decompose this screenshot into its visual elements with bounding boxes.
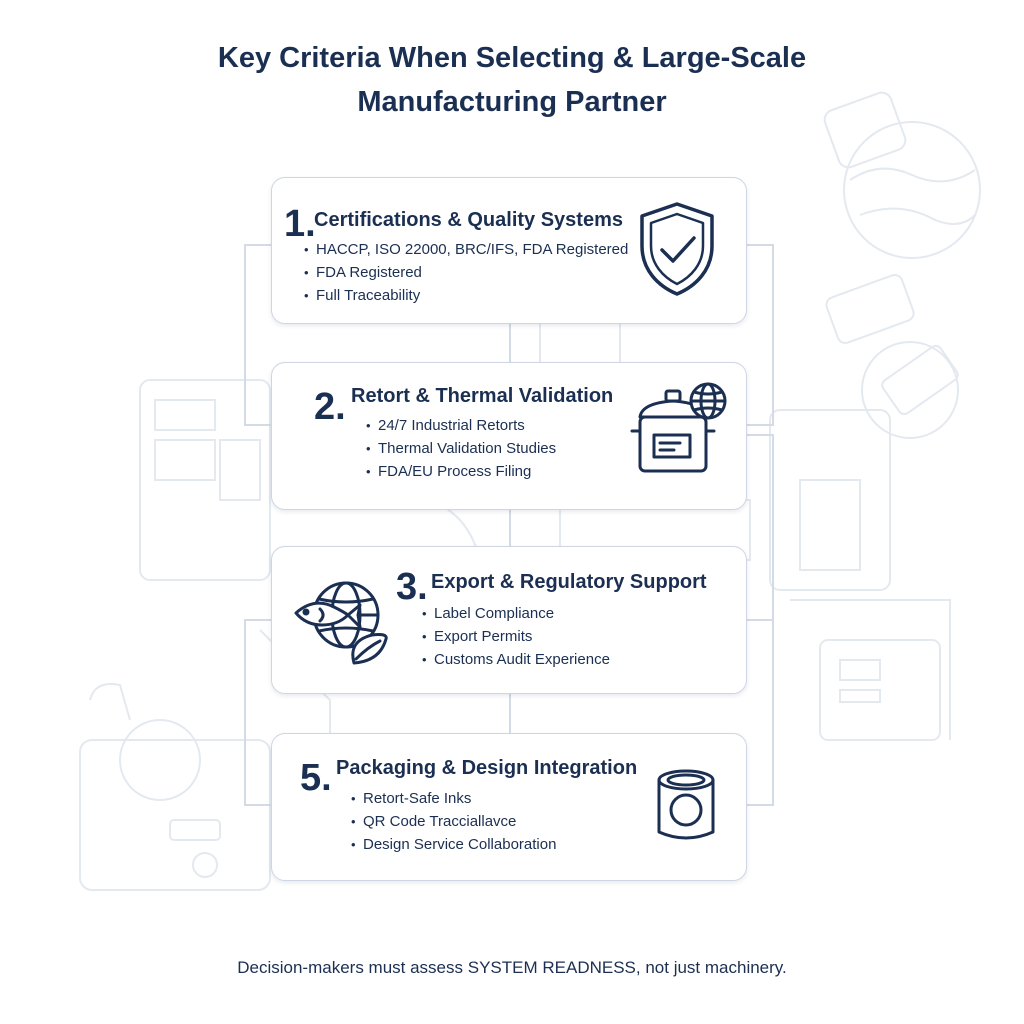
criteria-card-packaging: [271, 733, 747, 881]
list-item: • Design Service Collaboration: [351, 833, 556, 856]
list-item: • 24/7 Industrial Retorts: [366, 414, 556, 437]
list-item: • Full Traceability: [304, 284, 628, 307]
list-item: • Label Compliance: [422, 602, 610, 625]
card-number: 5.: [300, 757, 332, 799]
card-heading: Certifications & Quality Systems: [314, 209, 623, 231]
criteria-card-certifications: [271, 177, 747, 324]
card-number: 2.: [314, 386, 346, 428]
list-item: • HACCP, ISO 22000, BRC/IFS, FDA Registered: [304, 238, 628, 261]
card-number: 3.: [396, 566, 428, 608]
criteria-card-export: [271, 546, 747, 694]
list-item: • Customs Audit Experience: [422, 648, 610, 671]
card-heading: Packaging & Design Integration: [336, 757, 638, 779]
fish-globe-leaf-icon: [292, 579, 392, 665]
criteria-card-retort: [271, 362, 747, 510]
card-heading: Retort & Thermal Validation: [351, 385, 614, 407]
card-bullet-list: [422, 602, 610, 671]
page-title: [0, 36, 1024, 124]
page-title-line-1: Key Criteria When Selecting & Large-Scale: [217, 42, 807, 74]
shield-check-icon: [636, 200, 718, 298]
can-icon: [654, 768, 718, 844]
page-title-line-2: Manufacturing Partner: [357, 86, 667, 118]
list-item: • FDA Registered: [304, 261, 628, 284]
footer-note: Decision-makers must assess SYSTEM READNESS, not just machinery.: [237, 958, 787, 977]
card-bullet-list: [366, 414, 556, 483]
card-heading: Export & Regulatory Support: [431, 571, 707, 593]
card-bullet-list: [351, 787, 556, 856]
list-item: • Retort-Safe Inks: [351, 787, 556, 810]
list-item: • FDA/EU Process Filing: [366, 460, 556, 483]
list-item: • Thermal Validation Studies: [366, 437, 556, 460]
card-number: 1.: [284, 203, 316, 245]
card-bullet-list: [304, 238, 628, 307]
retort-pot-globe-icon: [628, 379, 730, 479]
list-item: • QR Code Tracciallavce: [351, 810, 556, 833]
list-item: • Export Permits: [422, 625, 610, 648]
